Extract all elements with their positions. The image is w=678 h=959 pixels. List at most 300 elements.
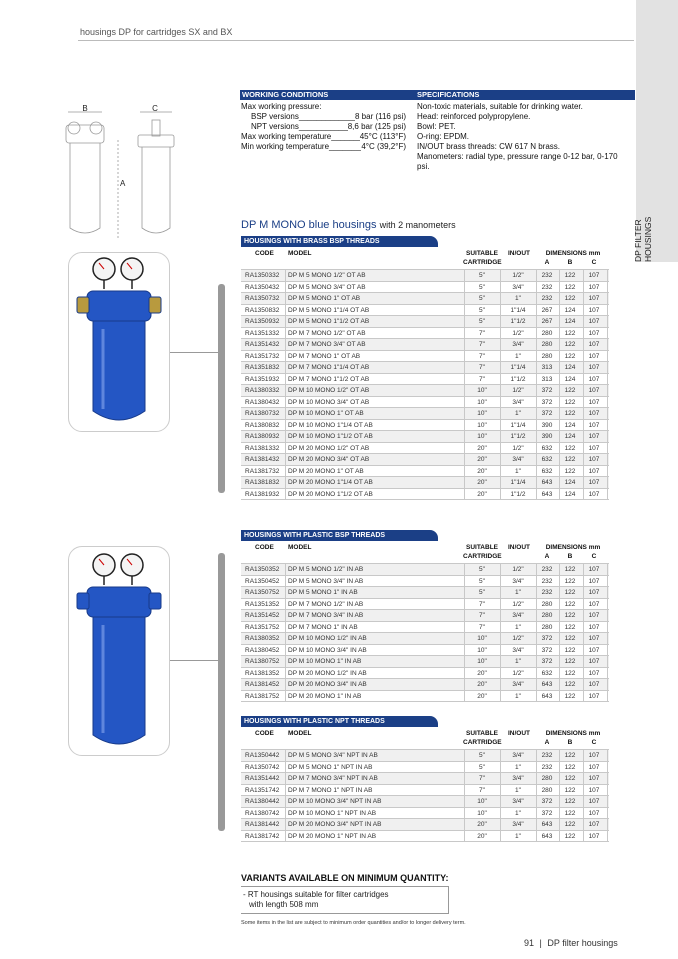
cell-dim-a: 372 [541,658,553,665]
cell-cartridge: 10" [477,421,487,429]
table-row [241,328,609,340]
page-number: 91 [524,938,535,948]
cell-cartridge: 10" [477,646,487,654]
col-inout: IN/OUT [507,250,531,257]
cell-inout: 3/4" [512,398,524,406]
conditions-bar [240,90,635,100]
cell-dim-b: 122 [564,821,576,828]
condition-label: Min working temperature _____ [241,142,361,152]
cell-inout: 1/2" [512,600,524,608]
cell-code: RA1350732 [245,295,280,302]
cell-dim-a: 643 [541,681,553,688]
cell-cartridge: 5" [479,577,485,585]
cell-inout: 1"1/2 [510,375,526,383]
cell-cartridge: 20" [477,467,487,475]
cell-dim-b: 122 [564,623,576,631]
cell-dim-a: 280 [541,329,553,337]
cell-dim-a: 267 [541,306,553,314]
cell-inout: 3/4" [512,681,524,688]
cell-dim-a: 267 [541,318,553,325]
group-bar-brass [218,284,225,493]
cell-dim-c: 107 [588,295,600,302]
cell-cartridge: 5" [479,752,485,759]
cell-dim-c: 107 [588,566,600,573]
col-model: MODEL [288,730,312,737]
column-divider [559,564,560,702]
cell-code: RA1381352 [245,669,280,677]
variants-title: VARIANTS AVAILABLE ON MINIMUM QUANTITY: [241,873,449,883]
cell-cartridge: 7" [479,612,485,619]
cell-dim-c: 107 [588,456,600,463]
cell-cartridge: 7" [479,600,485,608]
cell-code: RA1380352 [245,635,280,642]
cell-code: RA1380732 [245,410,280,417]
cell-dim-a: 632 [541,444,553,452]
cell-dim-a: 232 [541,577,553,585]
cell-cartridge: 20" [477,490,487,498]
condition-label: NPT versions _____ [251,122,348,132]
cell-cartridge: 20" [477,821,487,828]
cell-dim-c: 107 [588,600,600,608]
cell-model: DP M 20 MONO 1/2" OT AB [288,444,370,452]
working-conditions [241,102,406,152]
column-divider [536,750,537,842]
cell-inout: 1"1/4 [510,479,526,486]
cell-code: RA1350742 [245,763,280,771]
cell-dim-b: 122 [564,763,576,771]
column-divider [500,564,501,702]
cell-dim-a: 643 [541,479,553,486]
col-a: A [544,259,550,266]
cell-inout: 1" [515,295,521,302]
column-divider [285,270,286,500]
variants-line2: with length 508 mm [249,900,319,909]
cell-cartridge: 10" [477,635,487,642]
cell-model: DP M 5 MONO 3/4" NPT IN AB [288,752,378,759]
cell-dim-a: 632 [541,456,553,463]
cell-dim-a: 632 [541,669,553,677]
cell-inout: 1" [515,623,521,631]
column-divider [607,270,608,500]
cell-code: RA1351352 [245,600,280,608]
cell-cartridge: 20" [477,681,487,688]
cell-cartridge: 10" [477,387,487,394]
cell-dim-b: 122 [564,444,576,452]
cell-cartridge: 5" [479,566,485,573]
cell-model: DP M 5 MONO 1"1/4 OT AB [288,306,370,314]
cell-dim-c: 107 [588,490,600,498]
cell-dim-b: 122 [564,456,576,463]
cell-model: DP M 7 MONO 1"1/4 OT AB [288,364,370,371]
cell-cartridge: 7" [479,775,485,782]
col-suitable: SUITABLE [465,250,499,257]
cell-dim-c: 107 [588,306,600,314]
condition-row [241,142,406,152]
cell-model: DP M 5 MONO 1/2" IN AB [288,566,364,573]
cell-model: DP M 10 MONO 1" IN AB [288,658,362,665]
col-code: CODE [255,250,274,257]
cell-cartridge: 5" [479,306,485,314]
cell-inout: 1/2" [512,387,524,394]
cell-dim-a: 232 [541,763,553,771]
cell-inout: 1" [515,832,521,840]
cell-inout: 1/2" [512,329,524,337]
cell-dim-c: 107 [588,352,600,360]
cell-model: DP M 20 MONO 1/2" IN AB [288,669,367,677]
cell-code: RA1380832 [245,421,280,429]
cell-inout: 1" [515,352,521,360]
table-title: HOUSINGS WITH PLASTIC NPT THREADS [241,716,438,727]
cell-dim-c: 107 [588,775,600,782]
table-row [241,831,609,843]
cell-dim-b: 124 [564,479,576,486]
dimension-diagram [58,100,188,245]
col-dimensions: DIMENSIONS mm [545,250,601,257]
table-row [241,691,609,703]
cell-inout: 3/4" [512,283,524,291]
cell-dim-c: 107 [588,577,600,585]
side-tab-label [633,214,653,262]
table-brass-bsp [241,236,609,500]
cell-dim-b: 122 [564,681,576,688]
page-header: housings DP for cartridges SX and BX [80,27,233,37]
col-dimensions: DIMENSIONS mm [545,730,601,737]
table-row [241,420,609,432]
cell-dim-b: 122 [564,798,576,805]
cell-model: DP M 20 MONO 1" NPT IN AB [288,832,377,840]
table-row [241,633,609,645]
col-cartridge: CARTRIDGE [463,553,502,560]
table-title: HOUSINGS WITH BRASS BSP THREADS [241,236,438,247]
condition-row [241,112,406,122]
cell-dim-c: 107 [588,364,600,371]
cell-dim-b: 122 [564,352,576,360]
column-divider [536,270,537,500]
cell-cartridge: 5" [479,318,485,325]
page-footer: 91 | DP filter housings [524,938,618,948]
cell-inout: 1" [515,786,521,794]
col-suitable: SUITABLE [465,730,499,737]
col-c: C [591,553,597,560]
table-row [241,599,609,611]
dim-label-b: B [82,104,88,113]
cell-dim-b: 124 [564,490,576,498]
table-row [241,576,609,588]
cell-code: RA1381932 [245,490,280,498]
cell-dim-b: 122 [564,669,576,677]
col-a: A [544,739,550,746]
cell-dim-a: 643 [541,832,553,840]
cell-inout: 3/4" [512,612,524,619]
col-c: C [591,259,597,266]
condition-value: 45°C (113°F) [359,132,406,141]
cell-code: RA1351742 [245,786,280,794]
condition-label: BSP versions _____ [251,112,355,122]
cell-dim-c: 107 [588,763,600,771]
column-headers [241,541,609,563]
side-tab-line1: DP FILTER [633,219,643,262]
cell-model: DP M 20 MONO 3/4" NPT IN AB [288,821,382,828]
cell-dim-b: 122 [564,786,576,794]
table-row [241,443,609,455]
cell-cartridge: 5" [479,589,485,596]
table-row [241,362,609,374]
column-headers [241,727,609,749]
cell-dim-c: 107 [588,635,600,642]
cell-cartridge: 7" [479,364,485,371]
cell-code: RA1350752 [245,589,280,596]
cell-code: RA1351732 [245,352,280,360]
col-inout: IN/OUT [507,730,531,737]
product-photo-plastic [68,546,170,756]
table-row [241,785,609,797]
cell-model: DP M 7 MONO 1/2" OT AB [288,329,366,337]
cell-code: RA1381832 [245,479,280,486]
cell-dim-a: 372 [541,635,553,642]
cell-model: DP M 10 MONO 1/2" OT AB [288,387,370,394]
column-divider [500,750,501,842]
cell-model: DP M 10 MONO 3/4" NPT IN AB [288,798,382,805]
connector-brass [170,352,218,353]
cell-dim-a: 280 [541,623,553,631]
spec-line: IN/OUT brass threads: CW 617 N brass. [417,142,561,151]
column-divider [464,270,465,500]
cell-code: RA1380452 [245,646,280,654]
column-divider [285,750,286,842]
cell-dim-a: 390 [541,433,553,440]
cell-dim-c: 107 [588,669,600,677]
column-divider [559,270,560,500]
condition-row [241,122,406,132]
header-divider [78,40,634,41]
cell-dim-a: 280 [541,600,553,608]
col-b: B [567,259,573,266]
specifications-title: SPECIFICATIONS [417,90,480,99]
cell-model: DP M 7 MONO 1"1/2 OT AB [288,375,370,383]
cell-dim-c: 107 [588,467,600,475]
cell-model: DP M 10 MONO 1" OT AB [288,410,364,417]
table-row [241,622,609,634]
cell-dim-c: 107 [588,329,600,337]
cell-code: RA1381332 [245,444,280,452]
cell-inout: 1" [515,467,521,475]
cell-cartridge: 7" [479,623,485,631]
column-divider [536,564,537,702]
section-subtitle: with 2 manometers [379,220,456,230]
cell-cartridge: 5" [479,272,485,279]
col-dimensions: DIMENSIONS mm [545,544,601,551]
cell-cartridge: 7" [479,329,485,337]
cell-cartridge: 5" [479,763,485,771]
cell-dim-a: 372 [541,410,553,417]
cell-cartridge: 5" [479,295,485,302]
table-title: HOUSINGS WITH PLASTIC BSP THREADS [241,530,438,541]
table-plastic-bsp [241,530,609,702]
cell-dim-a: 372 [541,809,553,817]
col-c: C [591,739,597,746]
cell-cartridge: 10" [477,433,487,440]
col-code: CODE [255,730,274,737]
cell-model: DP M 10 MONO 3/4" IN AB [288,646,367,654]
conditions-intro: Max working pressure: [241,102,322,111]
cell-dim-a: 232 [541,566,553,573]
housing-image-plastic [69,547,171,757]
table-row [241,679,609,691]
cell-dim-b: 124 [564,318,576,325]
cell-code: RA1380932 [245,433,280,440]
cell-code: RA1350832 [245,306,280,314]
dim-label-c: C [152,104,158,113]
cell-dim-c: 107 [588,387,600,394]
cell-inout: 3/4" [512,646,524,654]
cell-code: RA1350332 [245,272,280,279]
cell-model: DP M 7 MONO 3/4" NPT IN AB [288,775,378,782]
table-row [241,477,609,489]
cell-cartridge: 7" [479,786,485,794]
col-cartridge: CARTRIDGE [463,259,502,266]
cell-dim-a: 372 [541,646,553,654]
cell-code: RA1351752 [245,623,280,631]
cell-dim-b: 122 [564,398,576,406]
cell-model: DP M 7 MONO 3/4" OT AB [288,341,366,348]
table-row [241,282,609,294]
cell-inout: 1/2" [512,566,524,573]
cell-code: RA1380432 [245,398,280,406]
cell-inout: 1"1/2 [510,490,526,498]
cell-dim-b: 122 [564,775,576,782]
cell-dim-b: 122 [564,658,576,665]
table-plastic-npt [241,716,609,842]
cell-dim-b: 122 [564,272,576,279]
condition-label: Max working temperature _____ [241,132,360,142]
spec-line: O-ring: EPDM. [417,132,470,141]
table-row [241,750,609,762]
cell-dim-c: 107 [588,821,600,828]
spec-line: Head: reinforced polypropylene. [417,112,531,121]
cell-inout: 1"1/2 [510,433,526,440]
table-row [241,819,609,831]
condition-row [241,132,406,142]
cell-model: DP M 20 MONO 3/4" OT AB [288,456,370,463]
cell-dim-a: 232 [541,589,553,596]
cell-dim-b: 122 [564,387,576,394]
table-row [241,489,609,501]
cell-code: RA1380752 [245,658,280,665]
column-divider [464,564,465,702]
cell-code: RA1351442 [245,775,280,782]
cell-dim-c: 107 [588,318,600,325]
cell-code: RA1380332 [245,387,280,394]
cell-code: RA1350452 [245,577,280,585]
cell-dim-c: 107 [588,809,600,817]
cell-cartridge: 7" [479,341,485,348]
cell-model: DP M 20 MONO 3/4" IN AB [288,681,367,688]
cell-model: DP M 5 MONO 3/4" IN AB [288,577,364,585]
cell-dim-b: 124 [564,364,576,371]
col-model: MODEL [288,250,312,257]
cell-code: RA1381452 [245,681,280,688]
cell-model: DP M 10 MONO 3/4" OT AB [288,398,370,406]
cell-cartridge: 20" [477,479,487,486]
table-row [241,762,609,774]
cell-dim-a: 280 [541,786,553,794]
table-row [241,293,609,305]
condition-value: 8,6 bar (125 psi) [347,122,406,131]
cell-model: DP M 7 MONO 3/4" IN AB [288,612,364,619]
cell-code: RA1350432 [245,283,280,291]
spec-line: Non-toxic materials, suitable for drinking water. [417,102,583,111]
table-row [241,408,609,420]
table-row [241,656,609,668]
cell-code: RA1380742 [245,809,280,817]
cell-dim-b: 124 [564,433,576,440]
spec-line: Manometers: radial type, pressure range 0-12 bar, 0-170 psi. [417,152,618,171]
cell-inout: 1" [515,410,521,417]
cell-model: DP M 5 MONO 1" IN AB [288,589,358,596]
cell-dim-b: 122 [564,600,576,608]
cell-dim-a: 632 [541,467,553,475]
cell-cartridge: 10" [477,658,487,665]
cell-cartridge: 10" [477,410,487,417]
cell-dim-c: 107 [588,479,600,486]
housing-image-brass [69,253,171,433]
cell-code: RA1350442 [245,752,280,759]
table-row [241,385,609,397]
table-row [241,808,609,820]
table-row [241,305,609,317]
cell-dim-c: 107 [588,283,600,291]
cell-dim-c: 107 [588,658,600,665]
cell-dim-c: 107 [588,341,600,348]
cell-dim-a: 643 [541,821,553,828]
cell-dim-b: 122 [564,283,576,291]
column-divider [464,750,465,842]
cell-dim-a: 280 [541,775,553,782]
cell-dim-c: 107 [588,646,600,654]
cell-dim-a: 280 [541,612,553,619]
condition-value: 4°C (39,2°F) [361,142,406,151]
cell-inout: 3/4" [512,798,524,805]
cell-dim-a: 232 [541,283,553,291]
cell-dim-b: 122 [564,467,576,475]
cell-dim-a: 280 [541,341,553,348]
cell-dim-b: 122 [564,832,576,840]
cell-dim-a: 313 [541,364,553,371]
table-row [241,431,609,443]
table-row [241,645,609,657]
cell-dim-c: 107 [588,692,600,700]
cell-model: DP M 10 MONO 1" NPT IN AB [288,809,377,817]
table-body [241,749,609,842]
cell-dim-c: 107 [588,786,600,794]
table-row [241,564,609,576]
cell-cartridge: 5" [479,283,485,291]
table-row [241,270,609,282]
cell-dim-c: 107 [588,798,600,805]
section-title [241,219,456,231]
table-row [241,374,609,386]
cell-dim-c: 107 [588,681,600,688]
cell-dim-a: 232 [541,272,553,279]
cell-dim-b: 122 [564,752,576,759]
footer-label: DP filter housings [547,938,618,948]
cell-code: RA1381742 [245,832,280,840]
cell-cartridge: 10" [477,798,487,805]
cell-inout: 1/2" [512,444,524,452]
section-title-main: DP M MONO blue housings [241,219,377,231]
cell-dim-b: 124 [564,375,576,383]
cell-dim-c: 107 [588,375,600,383]
